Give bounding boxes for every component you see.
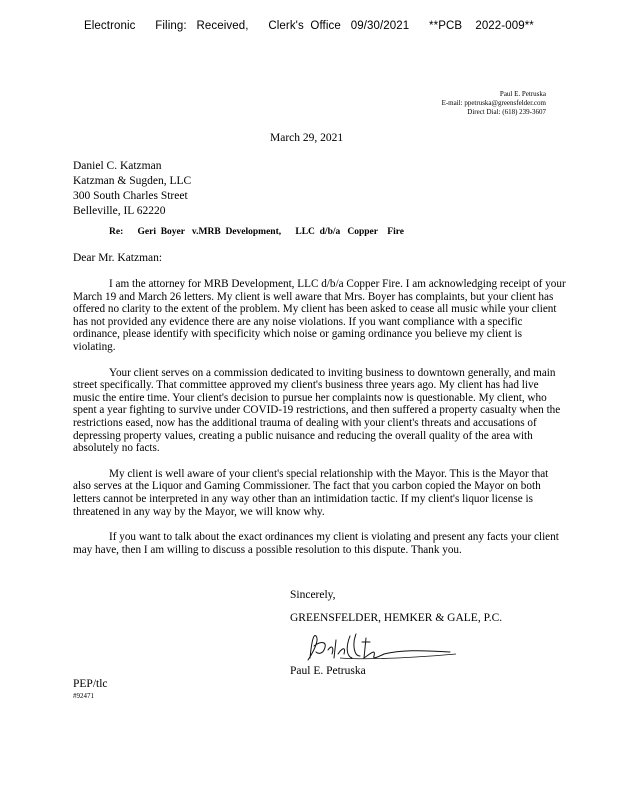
signer-name: Paul E. Petruska xyxy=(290,665,366,677)
letter-body xyxy=(73,278,567,569)
recipient-street: 300 South Charles Street xyxy=(73,190,188,202)
recipient-firm: Katzman & Sugden, LLC xyxy=(73,175,192,187)
letterhead-email: E-mail: ppetruska@greensfelder.com xyxy=(441,99,546,107)
body-paragraph-4: If you want to talk about the exact ordinances my client is violating and present any facts your client may have, then I am willing to discuss a possible resolution to this dispute. Thank you. xyxy=(73,531,559,556)
typist-initials: PEP/tlc xyxy=(73,678,108,690)
signature-icon xyxy=(300,628,460,668)
letterhead-name: Paul E. Petruska xyxy=(499,90,546,98)
letterhead-contact xyxy=(442,90,546,117)
salutation: Dear Mr. Katzman: xyxy=(73,252,163,264)
letterhead-direct-dial: Direct Dial: (618) 239-3607 xyxy=(467,108,546,116)
closing: Sincerely, xyxy=(290,589,336,601)
recipient-city: Belleville, IL 62220 xyxy=(73,205,166,217)
letter-date: March 29, 2021 xyxy=(270,132,344,144)
recipient-name: Daniel C. Katzman xyxy=(73,160,162,172)
recipient-address xyxy=(73,159,191,219)
body-paragraph-3: My client is well aware of your client's special relationship with the Mayor. This is the Mayor that also serves at the Liquor and Gaming Commissioner. The fact that you carbon copied the Mayor on both letters cannot be interpreted in any way other than an intimidation tactic. If my client's liquor license is threatened in any way by the Mayor, we will know why. xyxy=(73,467,549,518)
document-number: #92471 xyxy=(73,692,94,700)
filing-stamp: Electronic Filing: Received, Clerk's Office 09/30/2021 **PCB 2022-009** xyxy=(84,20,534,32)
body-paragraph-1: I am the attorney for MRB Development, LLC d/b/a Copper Fire. I am acknowledging receipt of your March 19 and March 26 letters. My client is well aware that Mrs. Boyer has complaints, but your client has offered no clarity to the extent of the problem. My client has been asked to cease all music while your client has not provided any evidence there are any noise violations. If you want compliance with a specific ordinance, please identify with specificity which noise or gaming ordinance you believe my client is violating. xyxy=(73,278,566,353)
body-paragraph-2: Your client serves on a commission dedicated to inviting business to downtown generally, and main street specifically. That committee approved my client's business three years ago. My client has had live music the entire time. Your client's decision to pursue her complaints now is questionable. My client, who spent a year fighting to survive under COVID-19 restrictions, and then suffered a property casualty when the restrictions eased, now has the additional trauma of dealing with your client's threats and accusations of depressing property values, creating a public nuisance and reducing the overall quality of the area with absolutely no facts. xyxy=(73,366,561,455)
re-line: Re: Geri Boyer v.MRB Development, LLC d/b/a Copper Fire xyxy=(109,227,405,237)
firm-name: GREENSFELDER, HEMKER & GALE, P.C. xyxy=(290,612,503,624)
